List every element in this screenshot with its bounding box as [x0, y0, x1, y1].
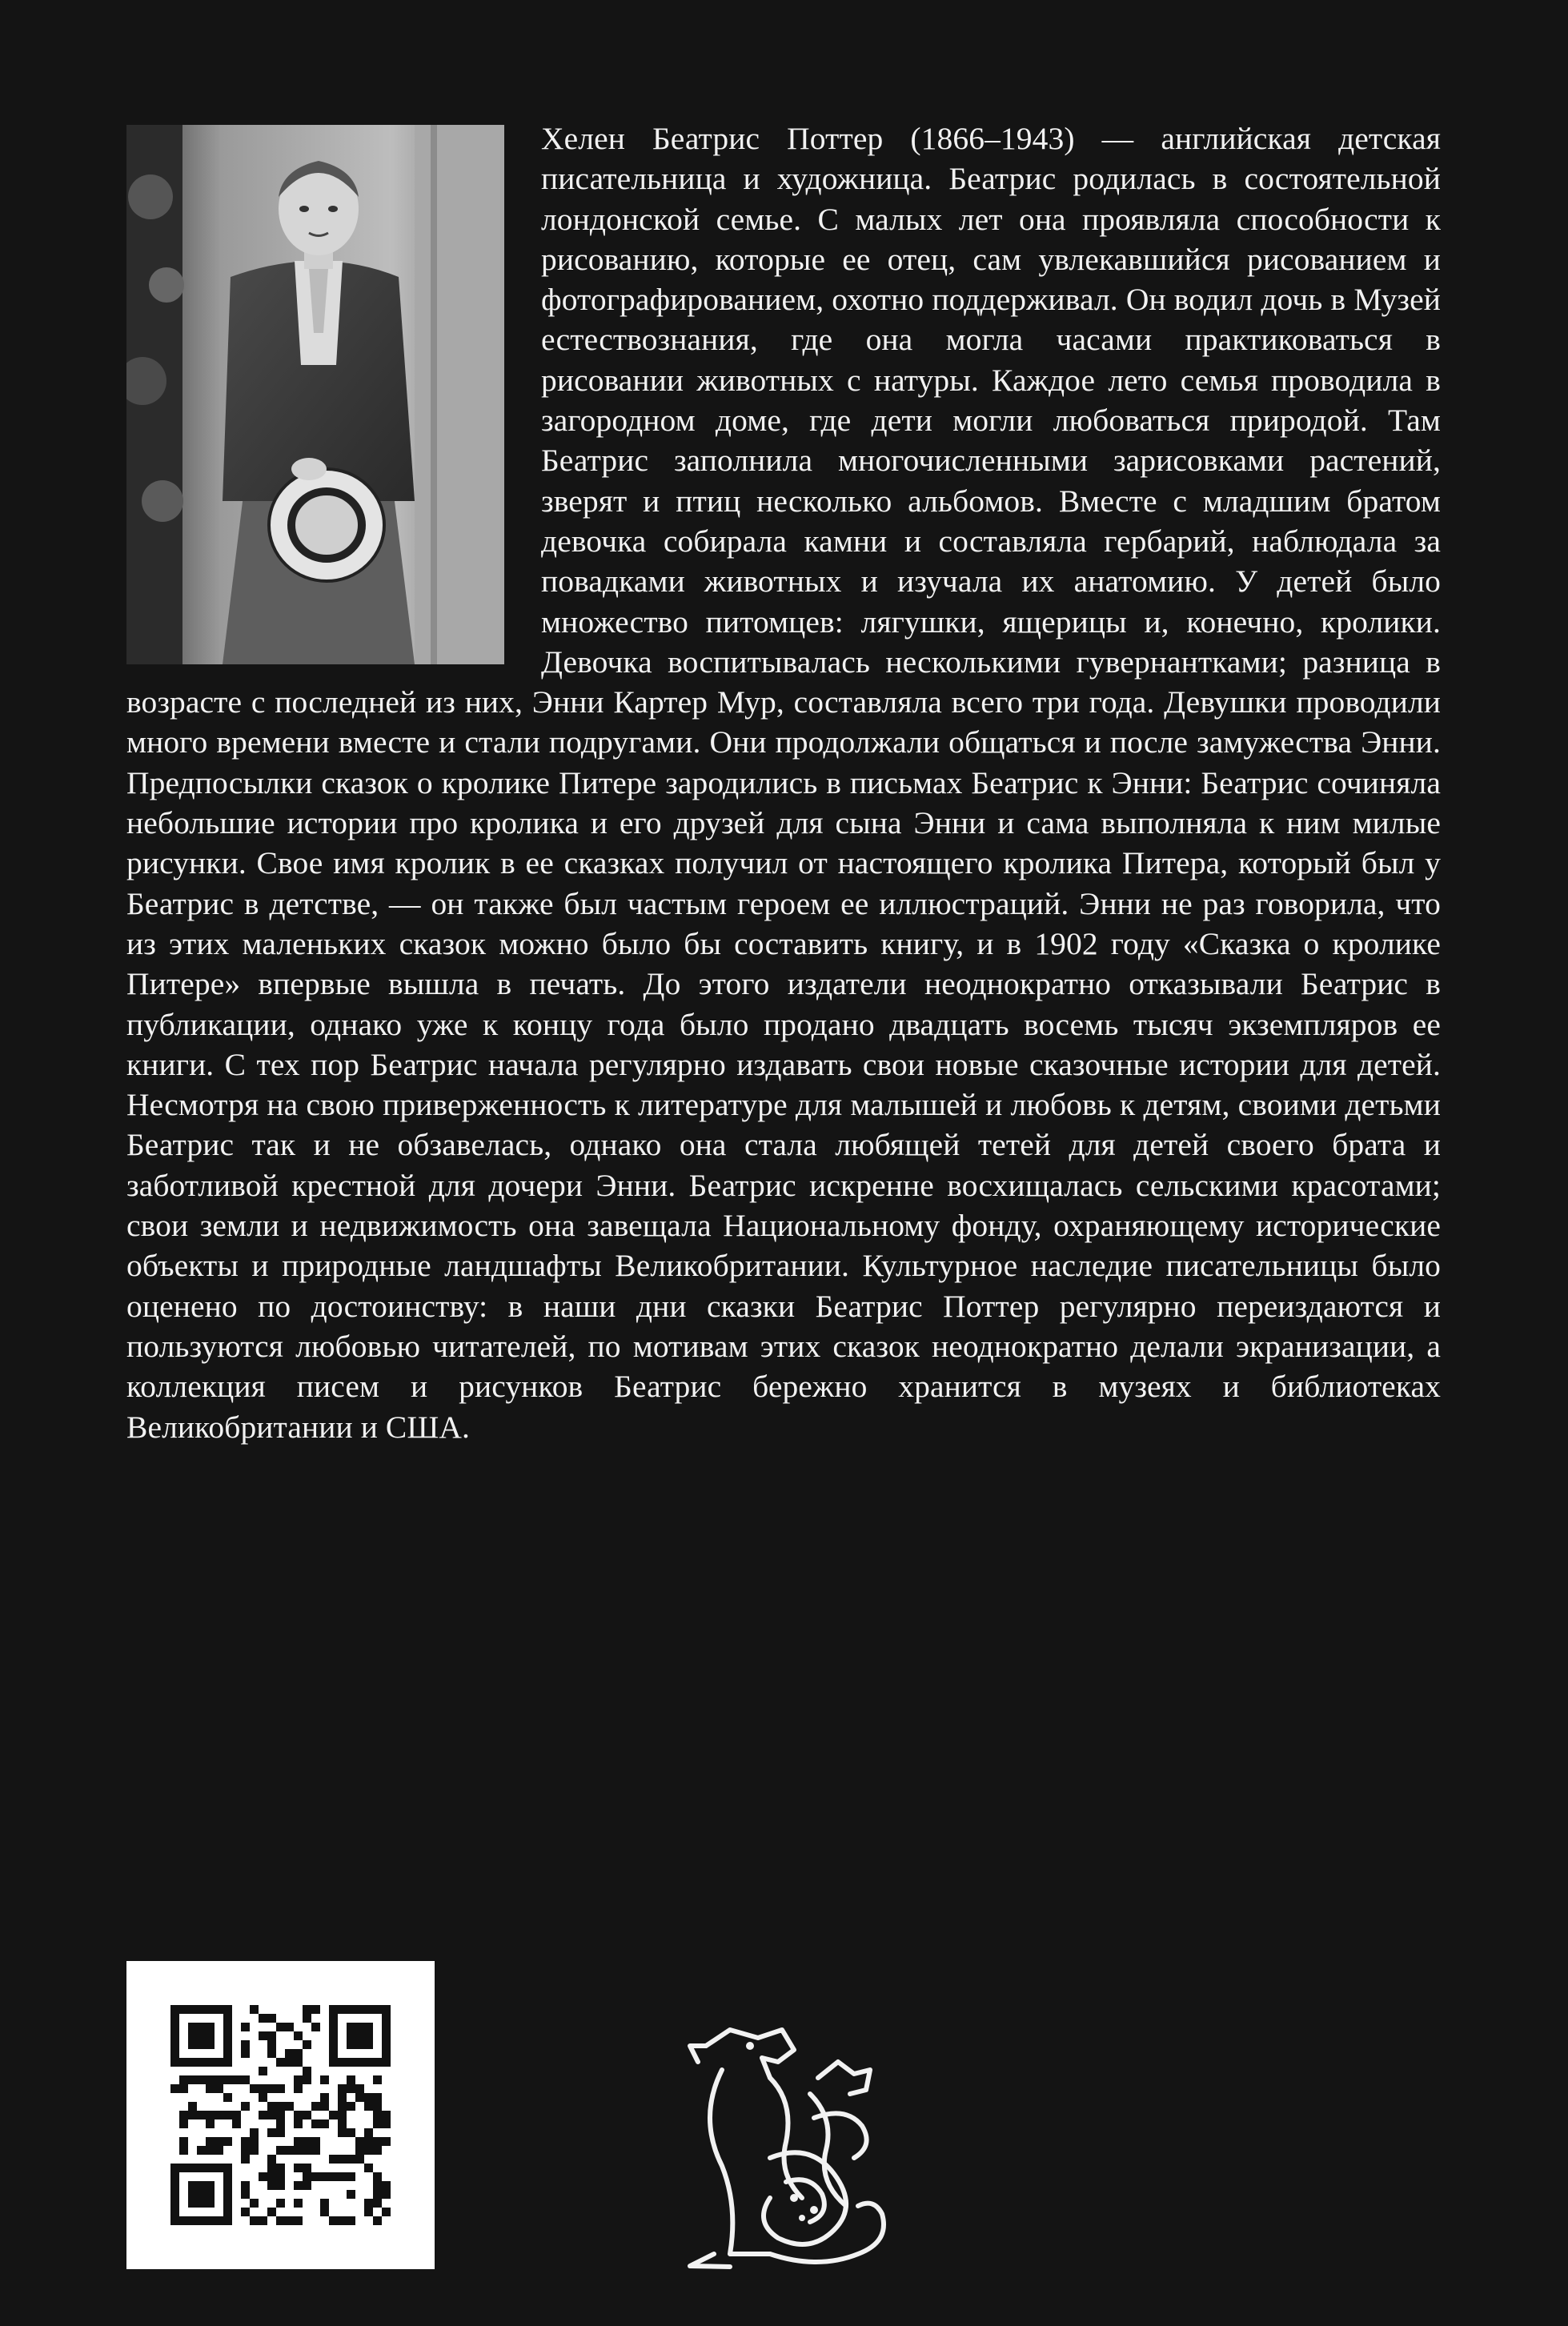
qr-module [267, 2014, 276, 2023]
qr-module [303, 2181, 311, 2190]
qr-module [250, 2005, 259, 2014]
portrait-illustration [126, 125, 504, 664]
qr-module [267, 2031, 276, 2040]
qr-module [355, 2155, 364, 2164]
qr-module [285, 2216, 294, 2225]
qr-module [294, 2137, 303, 2146]
qr-module [250, 2137, 259, 2146]
qr-module [303, 2137, 311, 2146]
qr-module [303, 2014, 311, 2023]
qr-module [294, 2181, 303, 2190]
qr-module [320, 2102, 329, 2111]
qr-module [259, 2084, 267, 2093]
qr-module [276, 2102, 285, 2111]
qr-module [338, 2119, 347, 2128]
qr-module [373, 2093, 382, 2102]
qr-module [276, 2216, 285, 2225]
qr-module [373, 2172, 382, 2181]
qr-module [338, 2102, 347, 2111]
qr-module [382, 2208, 391, 2216]
qr-module [294, 2164, 303, 2172]
qr-module [223, 2137, 232, 2146]
qr-module [364, 2137, 373, 2146]
qr-module [347, 2084, 355, 2093]
qr-module [364, 2208, 373, 2216]
qr-module [364, 2199, 373, 2208]
qr-module [241, 2040, 250, 2049]
qr-module [267, 2128, 276, 2137]
qr-module [259, 2172, 267, 2181]
qr-module [329, 2172, 338, 2181]
qr-module [329, 2216, 338, 2225]
qr-module [382, 2181, 391, 2190]
qr-module [276, 2111, 285, 2119]
qr-module [276, 2128, 285, 2137]
qr-module [294, 2084, 303, 2093]
qr-module [276, 2058, 285, 2067]
qr-module [303, 2164, 311, 2172]
qr-module [206, 2119, 215, 2128]
qr-module [197, 2111, 206, 2119]
qr-module [311, 2005, 320, 2014]
qr-module [303, 2146, 311, 2155]
qr-module [382, 2137, 391, 2146]
qr-module [179, 2146, 188, 2155]
qr-module [259, 2111, 267, 2119]
qr-module [197, 2146, 206, 2155]
qr-module [303, 2067, 311, 2075]
qr-module [206, 2084, 215, 2093]
qr-module [241, 2190, 250, 2199]
qr-module [338, 2093, 347, 2102]
qr-code-icon [126, 1961, 435, 2269]
qr-module [250, 2084, 259, 2093]
qr-module [267, 2172, 276, 2181]
qr-module [223, 2111, 232, 2119]
qr-module [329, 2155, 338, 2164]
qr-module [232, 2111, 241, 2119]
qr-module [311, 2172, 320, 2181]
qr-module [347, 2155, 355, 2164]
qr-module [347, 2102, 355, 2111]
qr-module [303, 2111, 311, 2119]
qr-module [259, 2093, 267, 2102]
qr-module [215, 2146, 223, 2155]
qr-module [276, 2199, 285, 2208]
qr-module [267, 2049, 276, 2058]
qr-module [285, 2058, 294, 2067]
qr-module [241, 2137, 250, 2146]
qr-module [188, 2181, 215, 2208]
qr-module [373, 2199, 382, 2208]
qr-module [179, 2119, 188, 2128]
qr-module [294, 2119, 303, 2128]
qr-module [320, 2172, 329, 2181]
qr-module [206, 2137, 215, 2146]
qr-module [285, 2102, 294, 2111]
qr-module [311, 2023, 320, 2031]
qr-module [294, 2111, 303, 2119]
qr-module [188, 2075, 197, 2084]
qr-module [267, 2164, 276, 2172]
qr-module [294, 2031, 303, 2040]
qr-module [338, 2155, 347, 2164]
qr-module [294, 2058, 303, 2067]
qr-module [311, 2137, 320, 2146]
dragon-publisher-logo [674, 2014, 906, 2273]
qr-module [241, 2023, 250, 2031]
qr-module [206, 2146, 215, 2155]
qr-module [329, 2111, 338, 2119]
qr-module [347, 2216, 355, 2225]
qr-module [276, 2146, 285, 2155]
qr-module [197, 2075, 206, 2084]
qr-module [338, 2172, 347, 2181]
qr-module [373, 2102, 382, 2111]
qr-module [382, 2190, 391, 2199]
qr-module [364, 2146, 373, 2155]
qr-module [276, 2181, 285, 2190]
qr-module [259, 2067, 267, 2075]
qr-module [320, 2199, 329, 2208]
qr-module [382, 2119, 391, 2128]
qr-module [382, 2111, 391, 2119]
qr-module [320, 2208, 329, 2216]
qr-module [215, 2137, 223, 2146]
qr-module [364, 2164, 373, 2172]
biography-text-block [126, 118, 1441, 1447]
qr-module [241, 2155, 250, 2164]
qr-module [311, 2146, 320, 2155]
qr-module [347, 2190, 355, 2199]
qr-module [311, 2102, 320, 2111]
qr-module [250, 2199, 259, 2208]
qr-module [347, 2075, 355, 2084]
qr-module [294, 2146, 303, 2155]
qr-module [355, 2093, 364, 2102]
qr-module [364, 2093, 373, 2102]
qr-module [338, 2128, 347, 2137]
dragon-logo-graphic [674, 2014, 906, 2273]
qr-module [188, 2023, 215, 2049]
qr-module [267, 2111, 276, 2119]
qr-module [303, 2172, 311, 2181]
qr-module [232, 2075, 241, 2084]
qr-module [179, 2075, 188, 2084]
qr-module [223, 2093, 232, 2102]
qr-module [276, 2172, 285, 2181]
qr-module [188, 2102, 197, 2111]
qr-module [267, 2181, 276, 2190]
qr-module [303, 2040, 311, 2049]
biography-paragraph: Хелен Беатрис Поттер (1866–1943) — английская детская писательница и художница. Беатрис родилась в состоятельной лондонской семье. С малых лет она проявляла способности к рисованию, которые ее отец, сам увлекавшийся рисованием и фотографированием, охотно поддерживал. Он водил дочь в Музей естествознания, где она могла часами практиковаться в рисовании животных с натуры. Каждое лето семья проводила в загородном доме, где дети могли любоваться природой. Там Беатрис заполнила многочисленными зарисовками растений, зверят и птиц несколько альбомов. Вместе с младшим братом девочка собирала камни и составляла гербарий, наблюдала за повадками животных и изучала их анатомию. У детей было множество питомцев: лягушки, ящерицы и, конечно, кролики. Девочка воспитывалась несколькими гувернантками; разница в возрасте с последней из них, Энни Картер Мур, составляла всего три года. Девушки проводили много времени вместе и стали подругами. Они продолжали общаться и после замужества Энни. Предпосылки сказок о кролике Питере зародились в письмах Беатрис к Энни: Беатрис сочиняла небольшие истории про кролика и его друзей для сына Энни и сама выполняла к ним милые рисунки. Свое имя кролик в ее сказках получил от настоящего кролика Питера, который был у Беатрис в детстве, — он также был частым героем ее иллюстраций. Энни не раз говорила, что из этих маленьких сказок можно было бы составить книгу, и в 1902 году «Сказка о кролике Питере» впервые вышла в печать. До этого издатели неоднократно отказывали Беатрис в публикации, однако уже к концу года было продано двадцать восемь тысяч экземпляров ее книги. С тех пор Беатрис начала регулярно издавать свои новые сказочные истории для детей. Несмотря на свою приверженность к литературе для малышей и любовь к детям, своими детьми Беатрис так и не обзавелась, однако она стала любящей тетей для детей своего брата и заботливой крестной для дочери Энни. Беатрис искренне восхищалась сельскими красотами; свои земли и недвижимость она завещала Национальному фонду, охраняющему исторические объекты и природные ландшафты Великобритании. Культурное наследие писательницы было оценено по достоинству: в наши дни сказки Беатрис Поттер регулярно переиздаются и пользуются любовью читателей, по мотивам этих сказок неоднократно делали экранизации, а коллекция писем и рисунков Беатрис бережно хранится в музеях и библиотеках Великобритании и США. [126, 121, 1441, 1445]
qr-module [267, 2084, 276, 2093]
qr-module [355, 2146, 364, 2155]
qr-module [355, 2084, 364, 2093]
qr-module [320, 2119, 329, 2128]
qr-module [276, 2084, 285, 2093]
qr-module [267, 2102, 276, 2111]
qr-module [267, 2155, 276, 2164]
qr-module [364, 2128, 373, 2137]
qr-module [259, 2216, 267, 2225]
qr-module [347, 2023, 373, 2049]
qr-module [170, 2084, 179, 2093]
qr-module [355, 2137, 364, 2146]
qr-module [206, 2075, 215, 2084]
qr-module [303, 2005, 311, 2014]
qr-module [285, 2049, 294, 2058]
qr-module [215, 2111, 223, 2119]
qr-module [188, 2111, 197, 2119]
qr-module [285, 2146, 294, 2155]
qr-module [294, 2199, 303, 2208]
qr-module [347, 2128, 355, 2137]
qr-module [241, 2075, 250, 2084]
qr-module [267, 2208, 276, 2216]
qr-module [294, 2049, 303, 2058]
qr-module [320, 2075, 329, 2084]
qr-module [223, 2075, 232, 2084]
qr-module [311, 2119, 320, 2128]
qr-module [179, 2084, 188, 2093]
qr-module [241, 2049, 250, 2058]
qr-module [259, 2014, 267, 2023]
qr-module [373, 2137, 382, 2146]
qr-code-graphic [126, 1961, 435, 2269]
qr-module [294, 2075, 303, 2084]
qr-module [373, 2181, 382, 2190]
qr-module [259, 2031, 267, 2040]
qr-module [250, 2216, 259, 2225]
qr-module [232, 2119, 241, 2128]
qr-module [373, 2111, 382, 2119]
qr-module [373, 2216, 382, 2225]
qr-module [215, 2084, 223, 2093]
qr-module [338, 2111, 347, 2119]
qr-module [373, 2119, 382, 2128]
qr-module [215, 2075, 223, 2084]
qr-module [276, 2119, 285, 2128]
qr-module [285, 2023, 294, 2031]
qr-module [276, 2023, 285, 2031]
qr-module [241, 2102, 250, 2111]
qr-module [320, 2093, 329, 2102]
qr-module [303, 2075, 311, 2084]
author-portrait-photo [126, 125, 504, 664]
qr-module [276, 2164, 285, 2172]
qr-module [373, 2146, 382, 2155]
qr-module [206, 2111, 215, 2119]
qr-module [241, 2181, 250, 2190]
qr-module [241, 2208, 250, 2216]
qr-module [338, 2084, 347, 2093]
qr-module [241, 2146, 250, 2155]
qr-module [338, 2216, 347, 2225]
qr-module [364, 2102, 373, 2111]
qr-module [250, 2146, 259, 2155]
qr-module [179, 2137, 188, 2146]
qr-module [373, 2075, 382, 2084]
qr-module [179, 2111, 188, 2119]
qr-module [250, 2128, 259, 2137]
qr-module [373, 2190, 382, 2199]
qr-module [294, 2216, 303, 2225]
qr-module [267, 2040, 276, 2049]
qr-module [347, 2172, 355, 2181]
